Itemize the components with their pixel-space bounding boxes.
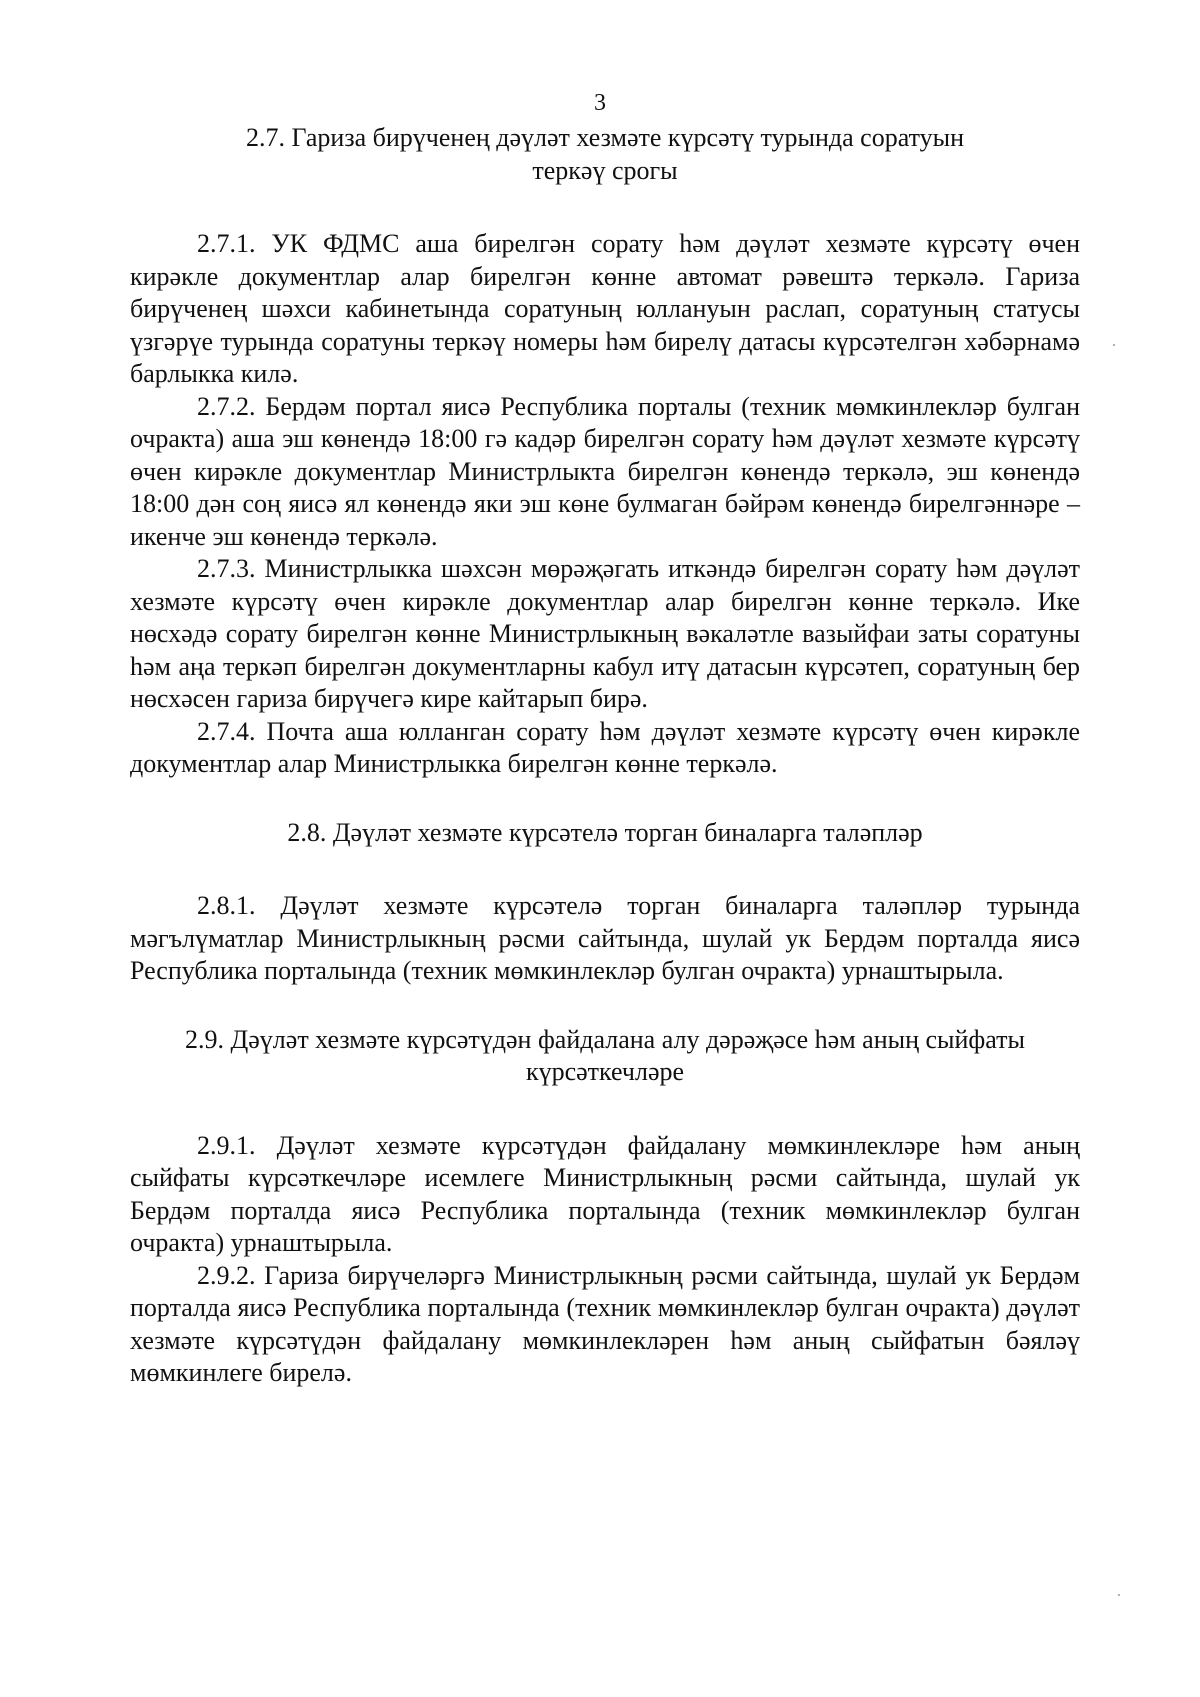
section-heading-2-7	[130, 122, 1080, 187]
section-heading-2-8-line1: 2.8. Дәүләт хезмәте күрсәтелә торган биналарга таләпләр	[287, 817, 923, 847]
page-number: 3	[594, 90, 606, 116]
section-heading-2-9	[130, 1024, 1080, 1089]
paragraph-2-7-1: 2.7.1. УК ФДМС аша бирелгән сорату һәм дәүләт хезмәте күрсәтү өчен кирәкле документлар алар бирелгән көнне автомат рәвештә теркәлә. Гариза бирүченең шәхси кабинетында соратуның юллануын раслап, соратуның статусы үзгәрүе турында соратуны теркәү номеры һәм бирелү датасы күрсәтелгән хәбәрнамә барлыкка килә.	[130, 229, 1080, 388]
section-heading-2-9-line1: 2.9. Дәүләт хезмәте күрсәтүдән файдалана алу дәрәҗәсе һәм аның сыйфаты	[185, 1024, 1025, 1054]
paragraph-2-8-1: 2.8.1. Дәүләт хезмәте күрсәтелә торган биналарга таләпләр турында мәгълүматлар Министрлыкның рәсми сайтында, шулай ук Бердәм порталда яисә Республика порталында (техник мөмкинлекләр булган очракта) урнаштырыла.	[130, 891, 1080, 985]
document-body	[130, 122, 1080, 1390]
paragraph-2-7-2: 2.7.2. Бердәм портал яисә Республика порталы (техник мөмкинлекләр булган очракта) аша эш көнендә 18:00 гә кадәр бирелгән сорату һәм дәүләт хезмәте күрсәтү өчен кирәкле документлар Министрлыкта бирелгән көнендә теркәлә, эш көнендә 18:00 дән соң яисә ял көнендә яки эш көне булмаган бәйрәм көнендә бирелгәннәре – икенче эш көнендә теркәлә.	[130, 391, 1080, 551]
scan-speck	[1113, 344, 1115, 346]
paragraph-2-7-3: 2.7.3. Министрлыкка шәхсән мөрәҗәгать иткәндә бирелгән сорату һәм дәүләт хезмәте күрсәтү өчен кирәкле документлар алар бирелгән көнне теркәлә. Ике нөсхәдә сорату бирелгән көнне Министрлыкның вәкаләтле вазыйфаи заты соратуны һәм аңа теркәп бирелгән документларны кабул итү датасын күрсәтеп, соратуның бер нөсхәсен гариза бирүчегә кире кайтарып бирә.	[130, 554, 1080, 713]
paragraph-2-7-4: 2.7.4. Почта аша юлланган сорату һәм дәүләт хезмәте күрсәтү өчен кирәкле документлар алар Министрлыкка бирелгән көнне теркәлә.	[130, 716, 1080, 778]
paragraph-2-9-2: 2.9.2. Гариза бирүчеләргә Министрлыкның рәсми сайтында, шулай ук Бердәм порталда яисә Республика порталында (техник мөмкинлекләр булган очракта) дәүләт хезмәте күрсәтүдән файдалану мөмкинлекләрен һәм аның сыйфатын бәяләү мөмкинлеге бирелә.	[130, 1260, 1080, 1387]
section-heading-2-7-line2: теркәү срогы	[532, 155, 678, 185]
section-heading-2-8	[130, 817, 1080, 850]
scan-speck	[1118, 1594, 1120, 1596]
paragraph-2-9-1: 2.9.1. Дәүләт хезмәте күрсәтүдән файдалану мөмкинлекләре һәм аның сыйфаты күрсәткечләре исемлеге Министрлыкның рәсми сайтында, шулай ук Бердәм порталда яисә Республика порталында (техник мөмкинлекләр булган очракта) урнаштырыла.	[130, 1130, 1080, 1257]
spacer	[130, 1089, 1080, 1130]
section-heading-2-9-line2: күрсәткечләре	[525, 1057, 685, 1086]
spacer	[130, 781, 1080, 817]
spacer	[130, 988, 1080, 1024]
spacer	[130, 849, 1080, 890]
section-heading-2-7-line1: 2.7. Гариза бирүченең дәүләт хезмәте күрсәтү турында соратуын	[246, 123, 964, 152]
spacer	[130, 187, 1080, 228]
